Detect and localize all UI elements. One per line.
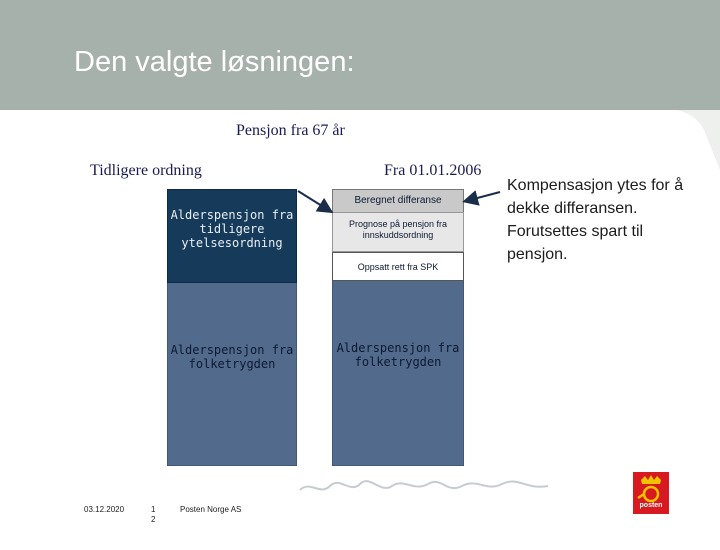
footer-page-number — [151, 505, 155, 525]
difference-arrow — [298, 191, 330, 211]
right-column-heading: Fra 01.01.2006 — [384, 162, 482, 179]
slide-title: Den valgte løsningen: — [74, 46, 355, 78]
compensation-arrow — [466, 192, 500, 201]
page-number-line1: 1 — [151, 505, 156, 514]
page-number-line2: 2 — [151, 515, 156, 524]
posten-logo — [633, 472, 669, 519]
footer-company: Posten Norge AS — [180, 505, 242, 514]
right-national-insurance-label: Alderspensjon fra folketrygden — [336, 341, 460, 369]
contribution-forecast-label: Prognose på pensjon fra innskuddsordning — [348, 219, 448, 240]
calculated-difference-label: Beregnet differanse — [354, 195, 442, 206]
deferred-spk-right-label: Oppsatt rett fra SPK — [357, 262, 439, 272]
logo-text: posten — [639, 502, 663, 509]
left-national-insurance-label: Alderspensjon fra folketrygden — [170, 343, 294, 371]
left-column-heading: Tidligere ordning — [90, 162, 202, 179]
diagram-title: Pensjon fra 67 år — [236, 122, 345, 139]
tagline-graphic — [296, 472, 556, 500]
footer-date: 03.12.2020 — [84, 505, 125, 514]
compensation-text: Kompensasjon ytes for å dekke differansen. Forutsettes spart til pensjon. — [507, 177, 684, 263]
previous-scheme-pension-label: Alderspensjon fra tidligere ytelsesordning — [170, 208, 294, 250]
